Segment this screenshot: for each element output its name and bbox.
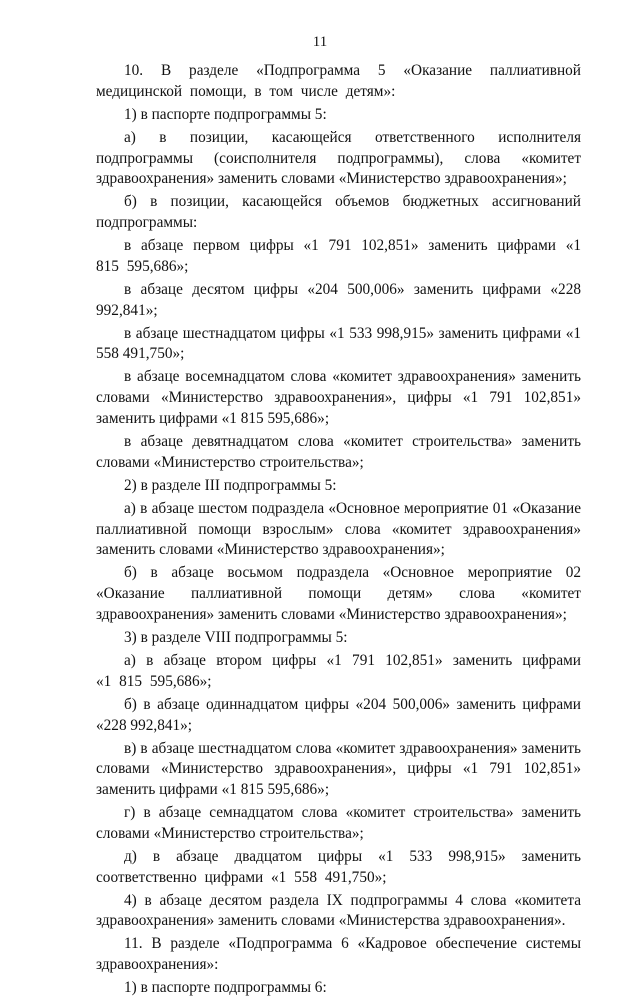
paragraph-item-2: 2) в разделе III подпрограммы 5: xyxy=(124,476,337,494)
paragraph-item-3d: д) в абзаце двадцатом цифры «1 533 998,915» заменить соответственно цифрами «1 558 491,750»; xyxy=(96,847,581,886)
paragraph-item-3v: в) в абзаце шестнадцатом слова «комитет здравоохранения» заменить словами «Министерство здравоохранения», цифры «1 791 102,851» заменить цифрами «1 815 595,686»; xyxy=(96,739,581,799)
paragraph-item-1b: б) в позиции, касающейся объемов бюджетных ассигнований подпрограммы: xyxy=(96,193,581,232)
paragraph-sixteenth-abzac: в абзаце шестнадцатом цифры «1 533 998,915» заменить цифрами «1 558 491,750»; xyxy=(96,324,581,363)
paragraph-item-1a: а) в позиции, касающейся ответственного исполнителя подпрограммы (соисполнителя подпрограммы), слова «комитет здравоохранения» заменить словами «Министерство здравоохранения»; xyxy=(96,128,581,188)
paragraph-section-11-heading: 11. В разделе «Подпрограмма 6 «Кадровое обеспечение системы здравоохранения»: xyxy=(96,935,581,974)
paragraph-item-1: 1) в паспорте подпрограммы 5: xyxy=(124,105,327,123)
paragraph-item-4: 4) в абзаце десятом раздела IX подпрограммы 4 слова «комитета здравоохранения» заменить словами «Министерства здравоохранения». xyxy=(96,891,581,930)
paragraph-item-2b: б) в абзаце восьмом подраздела «Основное мероприятие 02 «Оказание паллиативной помощи детям» слова «комитет здравоохранения» заменить словами «Министерство здравоохранения»; xyxy=(96,564,581,623)
paragraph-item-3a: а) в абзаце втором цифры «1 791 102,851» заменить цифрами «1 815 595,686»; xyxy=(96,651,581,690)
paragraph-tenth-abzac: в абзаце десятом цифры «204 500,006» заменить цифрами «228 992,841»; xyxy=(96,280,581,319)
paragraph-item-3b: б) в абзаце одиннадцатом цифры «204 500,006» заменить цифрами «228 992,841»; xyxy=(96,695,581,734)
paragraph-item-2a: а) в абзаце шестом подраздела «Основное мероприятие 01 «Оказание паллиативной помощи взрослым» слова «комитет здравоохранения» заменить словами «Министерство здравоохранения»; xyxy=(96,499,581,559)
paragraph-item-3g: г) в абзаце семнадцатом слова «комитет строительства» заменить словами «Министерство строительства»; xyxy=(96,804,581,842)
paragraph-section-10-heading: 10. В разделе «Подпрограмма 5 «Оказание паллиативной медицинской помощи, в том числе детям»: xyxy=(96,62,581,100)
document-body xyxy=(96,61,581,1001)
paragraph-eighteenth-abzac: в абзаце восемнадцатом слова «комитет здравоохранения» заменить словами «Министерство здравоохранения», цифры «1 791 102,851» заменить цифрами «1 815 595,686»; xyxy=(96,368,581,428)
paragraph-nineteenth-abzac: в абзаце девятнадцатом слова «комитет строительства» заменить словами «Министерство строительства»; xyxy=(96,433,581,471)
page-number: 11 xyxy=(312,34,328,50)
paragraph-first-abzac: в абзаце первом цифры «1 791 102,851» заменить цифрами «1 815 595,686»; xyxy=(96,237,581,275)
paragraph-section-11-item-1: 1) в паспорте подпрограммы 6: xyxy=(124,979,327,997)
paragraph-item-3: 3) в разделе VIII подпрограммы 5: xyxy=(124,628,348,646)
